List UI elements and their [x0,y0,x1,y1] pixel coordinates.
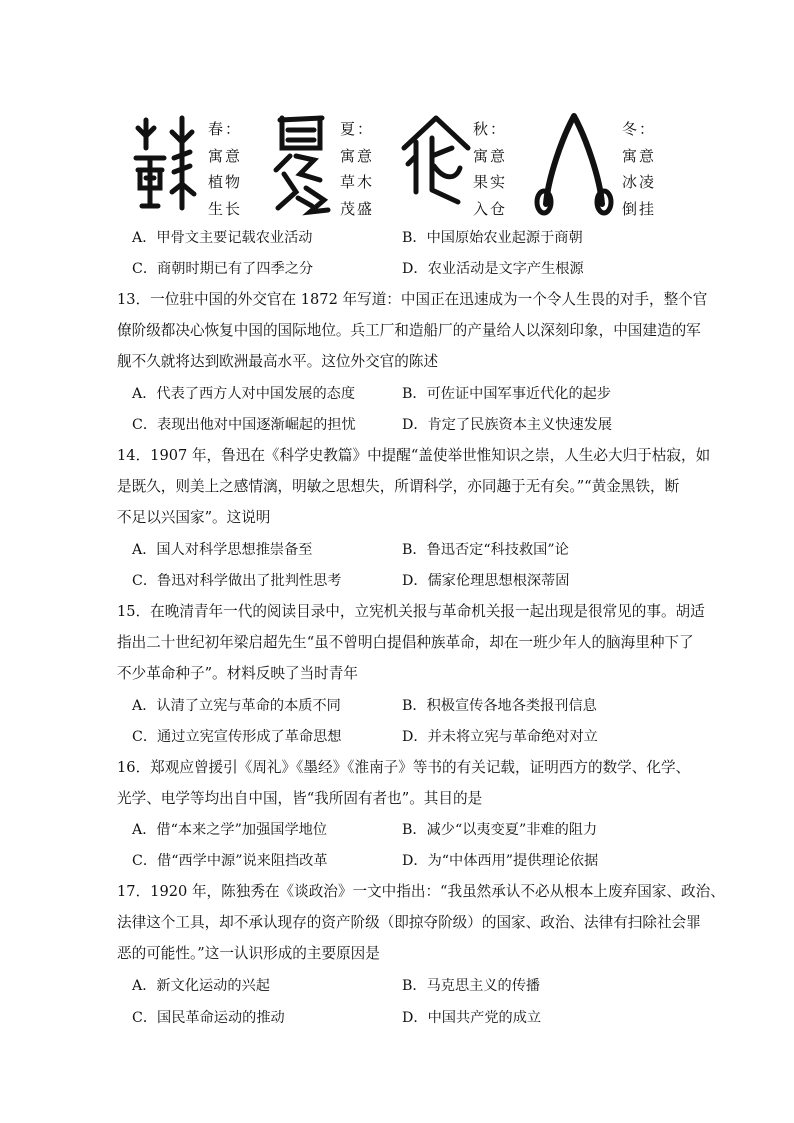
q12-option-d[interactable]: D．农业活动是文字产生根源 [402,261,584,277]
autumn-caption [473,116,507,222]
q17-option-a[interactable]: A．新文化运动的兴起 [132,978,270,994]
caption-season: 冬： [622,120,657,138]
q15-stem-line: 15．在晚清青年一代的阅读目录中，立宪机关报与革命机关报一起出现是很常见的事。胡适 [117,603,705,620]
q13-option-d[interactable]: D．肯定了民族资本主义快速发展 [402,417,613,433]
spring-glyph-icon [132,108,204,218]
q15-option-a[interactable]: A．认清了立宪与革命的本质不同 [132,698,341,714]
q14-option-a[interactable]: A．国人对科学思想推崇备至 [132,542,313,558]
winter-glyph-icon [532,108,616,218]
spring-caption [208,116,242,222]
q12-option-c[interactable]: C．商朝时期已有了四季之分 [132,261,314,277]
q13-option-a[interactable]: A．代表了西方人对中国发展的态度 [132,386,356,402]
caption-season: 夏： [340,120,375,138]
q17-option-c[interactable]: C．国民革命运动的推动 [132,1010,285,1026]
q13-option-c[interactable]: C．表现出他对中国逐渐崛起的担忧 [132,417,356,433]
q14-option-d[interactable]: D．儒家伦理思想根深蒂固 [402,573,570,589]
caption-season: 秋： [473,120,508,138]
q13-option-b[interactable]: B．可佐证中国军事近代化的起步 [402,386,612,402]
q14-stem-line: 不足以兴国家”。这说明 [117,509,271,526]
oracle-bone-glyph-panel [132,108,672,220]
q14-stem-line: 是既久，则美上之感情漓，明敏之思想失，所谓科学，亦同趣于无有矣。”“黄金黑铁，断 [117,478,680,495]
q12-option-a[interactable]: A．甲骨文主要记载农业活动 [132,230,313,246]
q13-stem-line: 13．一位驻中国的外交官在 1872 年写道：中国正在迅速成为一个令人生畏的对手，整个官 [117,291,708,308]
q15-stem-line: 指出二十世纪初年梁启超先生“虽不曾明白提倡种族革命，却在一班少年人的脑海里种下了 [117,634,694,651]
q17-stem-line: 法律这个工具，却不承认现存的资产阶级（即掠夺阶级）的国家、政治、法律有扫除社会罪 [117,914,701,931]
caption-line: 寓意 [473,146,508,165]
q15-stem-line: 不少革命种子”。材料反映了当时青年 [117,665,358,682]
q16-option-a[interactable]: A．借“本来之学”加强国学地位 [132,822,328,838]
q14-stem-line: 14．1907 年，鲁迅在《科学史教篇》中提醒“盖使举世惟知识之崇，人生必大归于枯寂，如 [117,447,711,464]
summer-caption [340,116,374,222]
autumn-glyph-icon [400,108,472,218]
q17-option-d[interactable]: D．中国共产党的成立 [402,1010,542,1026]
q15-option-b[interactable]: B．积极宣传各地各类报刊信息 [402,698,597,714]
summer-glyph-icon [270,108,336,218]
q16-stem-line: 16．郑观应曾援引《周礼》《墨经》《淮南子》等书的有关记载，证明西方的数学、化学、 [117,759,691,776]
q16-option-d[interactable]: D．为“中体西用”提供理论依据 [402,853,599,869]
q14-option-c[interactable]: C．鲁迅对科学做出了批判性思考 [132,573,342,589]
q12-option-b[interactable]: B．中国原始农业起源于商朝 [402,230,583,246]
caption-line: 植物 [208,173,243,191]
q16-option-c[interactable]: C．借“西学中源”说来阻挡改革 [132,853,328,869]
q14-option-b[interactable]: B．鲁迅否定“科技救国”论 [402,542,569,558]
caption-line: 果实 [473,173,508,191]
q17-option-b[interactable]: B．马克思主义的传播 [402,978,541,994]
caption-line: 倒挂 [622,199,657,218]
caption-line: 寓意 [622,146,657,165]
q17-stem-line: 恶的可能性。”这一认识形成的主要原因是 [117,945,380,962]
q17-stem-line: 17．1920 年，陈独秀在《谈政治》一文中指出：“我虽然承认不必从根本上废弃国家、政治、 [117,883,725,900]
q15-option-c[interactable]: C．通过立宪宣传形成了革命思想 [132,729,342,745]
caption-line: 茂盛 [340,199,375,218]
q16-option-b[interactable]: B．减少“以夷变夏”非难的阻力 [402,822,598,838]
q15-option-d[interactable]: D．并未将立宪与革命绝对对立 [402,729,598,745]
caption-line: 寓意 [340,146,375,165]
winter-caption [622,116,656,222]
caption-season: 春： [208,120,243,138]
caption-line: 入仓 [473,199,508,218]
caption-line: 寓意 [208,146,243,165]
caption-line: 草木 [340,173,375,191]
q16-stem-line: 光学、电学等均出自中国，皆“我所固有者也”。其目的是 [117,790,483,807]
caption-line: 冰凌 [622,173,657,191]
q13-stem-line: 僚阶级都决心恢复中国的国际地位。兵工厂和造船厂的产量给人以深刻印象，中国建造的军 [117,322,701,339]
caption-line: 生长 [208,199,243,218]
q13-stem-line: 舰不久就将达到欧洲最高水平。这位外交官的陈述 [117,353,439,370]
